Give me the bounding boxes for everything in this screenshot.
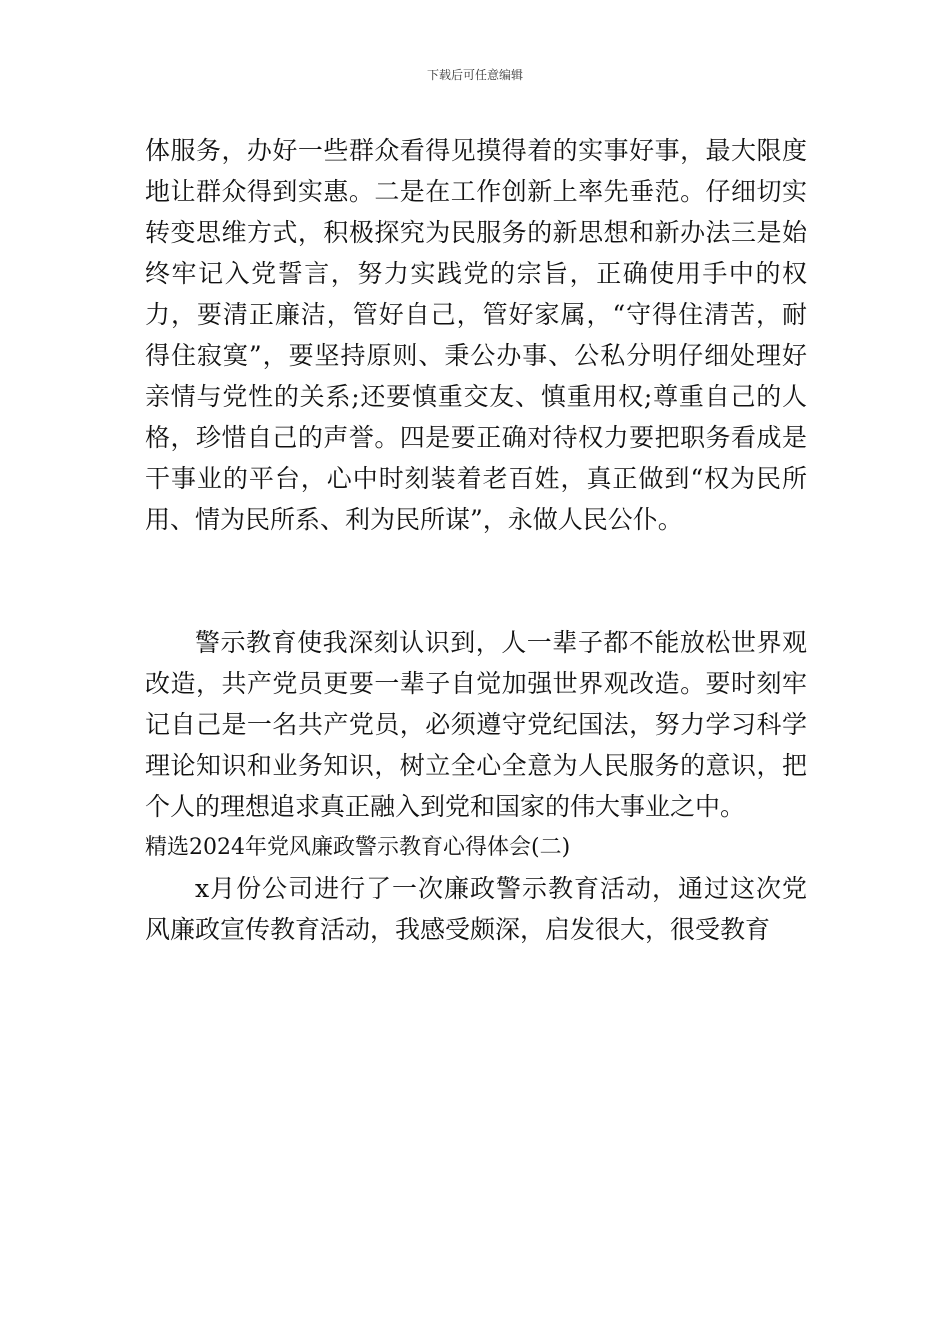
document-body: [145, 130, 807, 950]
section-title: 精选2024年党风廉政警示教育心得体会(二): [145, 835, 571, 860]
body-paragraph-2: 警示教育使我深刻认识到，人一辈子都不能放松世界观改造，共产党员更要一辈子自觉加强世界观改造。要时刻牢记自己是一名共产党员，必须遵守党纪国法，努力学习科学理论知识和业务知识，树立全心全意为人民服务的意识，把个人的理想追求真正融入到党和国家的伟大事业之中。: [145, 628, 807, 821]
page-header-note: 下载后可任意编辑: [426, 68, 523, 82]
body-paragraph-1: 体服务，办好一些群众看得见摸得着的实事好事，最大限度地让群众得到实惠。二是在工作创新上率先垂范。仔细切实转变思维方式，积极探究为民服务的新思想和新办法三是始终牢记入党誓言，努力实践党的宗旨，正确使用手中的权力，要清正廉洁，管好自己，管好家属，“守得住清苦，耐得住寂寞”，要坚持原则、秉公办事、公私分明仔细处理好亲情与党性的关系;还要慎重交友、慎重用权;尊重自己的人格，珍惜自己的声誉。四是要正确对待权力要把职务看成是干事业的平台，心中时刻装着老百姓，真正做到“权为民所用、情为民所系、利为民所谋”，永做人民公仆。: [145, 136, 807, 534]
section-paragraph: x月份公司进行了一次廉政警示教育活动，通过这次党风廉政宣传教育活动，我感受颇深，启发很大，很受教育: [145, 874, 807, 944]
